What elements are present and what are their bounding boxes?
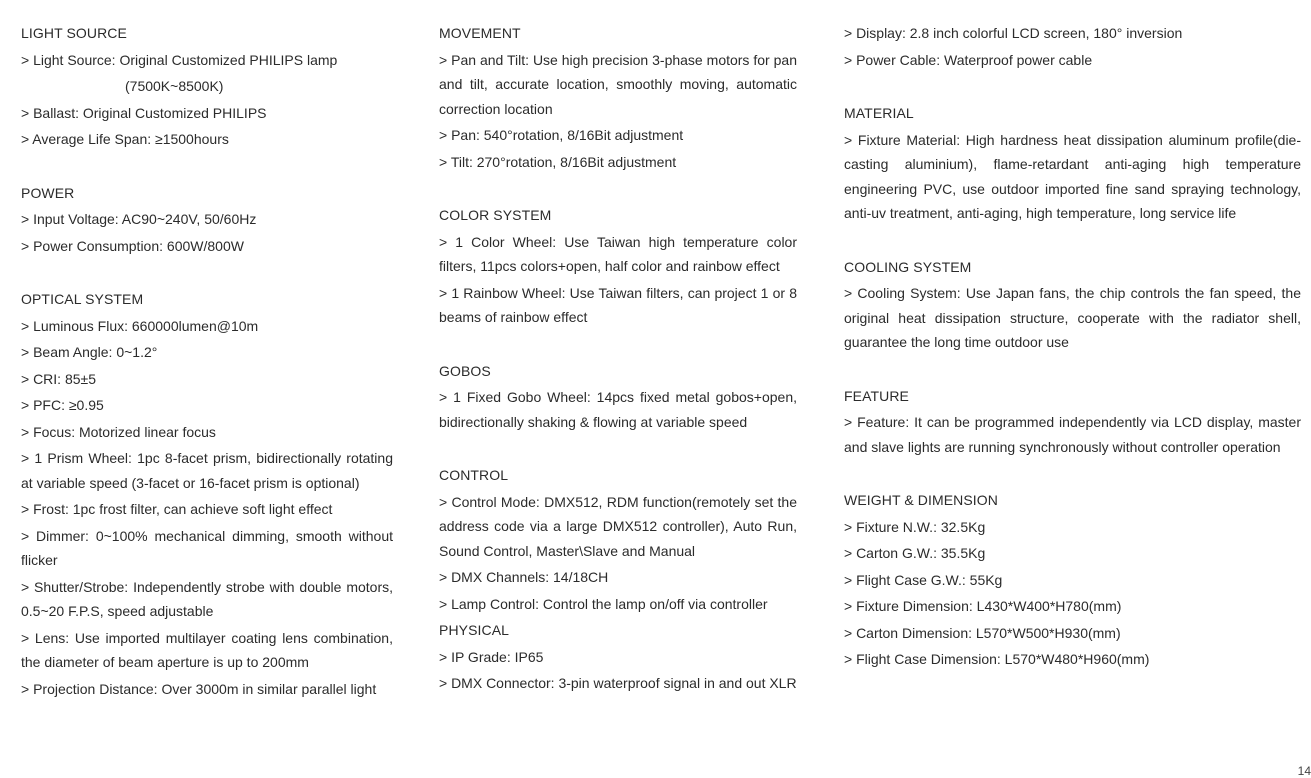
spec-item: > Ballast: Original Customized PHILIPS <box>21 104 267 121</box>
section-light-source <box>21 21 393 152</box>
spec-item-continuation: (7500K~8500K) <box>125 78 224 94</box>
spec-item: > Carton Dimension: L570*W500*H930(mm) <box>844 624 1121 641</box>
spec-item: > Tilt: 270°rotation, 8/16Bit adjustment <box>439 153 677 170</box>
section-heading: MOVEMENT <box>439 25 521 41</box>
column-middle <box>439 21 797 698</box>
spec-item: > Control Mode: DMX512, RDM function(remotely set the address code via a large DMX512 controller), Auto Run, Sound Control, Master\Slave and Manual <box>439 493 797 559</box>
spec-item: > Fixture Material: High hardness heat dissipation aluminum profile(die-casting aluminium), flame-retardant anti-aging high temperature engineering PVC, use outdoor imported fine sand spraying technology, anti-uv treatment, anti-aging, high temperature, long service life <box>844 131 1301 221</box>
section-heading: CONTROL <box>439 467 509 483</box>
spec-item: > Fixture N.W.: 32.5Kg <box>844 518 986 535</box>
spec-item: > Cooling System: Use Japan fans, the chip controls the fan speed, the original heat dissipation structure, cooperate with the radiator shell, guarantee the long time outdoor use <box>844 285 1301 350</box>
section-optical-system <box>21 287 393 701</box>
section-heading: LIGHT SOURCE <box>21 25 127 41</box>
section-heading: PHYSICAL <box>439 622 510 638</box>
spec-item: > 1 Prism Wheel: 1pc 8-facet prism, bidirectionally rotating at variable speed (3-facet or 16-facet prism is optional) <box>21 450 393 491</box>
section-feature <box>844 384 1301 460</box>
section-heading: MATERIAL <box>844 105 914 121</box>
spec-item: > DMX Channels: 14/18CH <box>439 569 609 585</box>
section-heading: POWER <box>21 184 75 201</box>
spec-item: > DMX Connector: 3-pin waterproof signal in and out XLR <box>439 675 797 691</box>
section-cooling-system <box>844 255 1301 355</box>
spec-item: > Flight Case G.W.: 55Kg <box>844 571 1003 588</box>
spec-item: > Input Voltage: AC90~240V, 50/60Hz <box>21 211 257 227</box>
section-heading: COLOR SYSTEM <box>439 207 552 223</box>
spec-item: > Power Consumption: 600W/800W <box>21 237 244 254</box>
spec-item: > Pan: 540°rotation, 8/16Bit adjustment <box>439 127 684 143</box>
spec-item: > PFC: ≥0.95 <box>21 397 104 413</box>
spec-item: > 1 Rainbow Wheel: Use Taiwan filters, can project 1 or 8 beams of rainbow effect <box>439 284 797 325</box>
spec-item: > CRI: 85±5 <box>21 370 96 387</box>
section-color-system <box>439 203 797 330</box>
section-weight-dimension <box>844 488 1301 672</box>
spec-item: > 1 Fixed Gobo Wheel: 14pcs fixed metal gobos+open, bidirectionally shaking & flowing at variable speed <box>439 389 797 430</box>
section-heading: FEATURE <box>844 387 909 404</box>
spec-item: > Light Source: Original Customized PHILIPS lamp <box>21 51 338 68</box>
spec-item: > Feature: It can be programmed independently via LCD display, master and slave lights are running synchronously without controller operation <box>844 414 1301 455</box>
spec-item: > Beam Angle: 0~1.2° <box>21 344 158 360</box>
spec-item: > Fixture Dimension: L430*W400*H780(mm) <box>844 598 1122 614</box>
spec-item: > Luminous Flux: 660000lumen@10m <box>21 317 259 334</box>
section-heading: OPTICAL SYSTEM <box>21 291 144 307</box>
column-right <box>844 21 1301 674</box>
section-physical <box>439 618 797 696</box>
spec-item: > Pan and Tilt: Use high precision 3-phase motors for pan and tilt, accurate location, smoothly moving, automatic correction location <box>439 51 797 117</box>
spec-item: > Carton G.W.: 35.5Kg <box>844 545 986 561</box>
spec-item: > Lens: Use imported multilayer coating lens combination, the diameter of beam aperture is up to 200mm <box>21 629 393 670</box>
section-movement <box>439 21 797 174</box>
page-number: 14 <box>1297 764 1311 778</box>
column-left <box>21 21 393 703</box>
spec-item: > Frost: 1pc frost filter, can achieve soft light effect <box>21 501 333 517</box>
section-heading: WEIGHT & DIMENSION <box>844 492 998 508</box>
spec-item: > Projection Distance: Over 3000m in similar parallel light <box>21 680 377 697</box>
section-power <box>21 181 393 259</box>
spec-item: > Focus: Motorized linear focus <box>21 423 216 440</box>
section-heading: GOBOS <box>439 362 491 379</box>
spec-item: > IP Grade: IP65 <box>439 648 544 665</box>
section-heading: COOLING SYSTEM <box>844 258 972 275</box>
spec-item: > Power Cable: Waterproof power cable <box>844 51 1093 68</box>
spec-item: > Lamp Control: Control the lamp on/off via controller <box>439 595 768 612</box>
spec-item: > 1 Color Wheel: Use Taiwan high temperature color filters, 11pcs colors+open, half color and rainbow effect <box>439 233 797 274</box>
section-material <box>844 101 1301 226</box>
section-gobos <box>439 359 797 435</box>
section-physical-continued <box>844 21 1301 72</box>
spec-item: > Flight Case Dimension: L570*W480*H960(mm) <box>844 651 1150 667</box>
spec-item: > Dimmer: 0~100% mechanical dimming, smooth without flicker <box>21 527 393 568</box>
spec-item: > Shutter/Strobe: Independently strobe with double motors, 0.5~20 F.P.S, speed adjustable <box>21 578 393 619</box>
section-control <box>439 463 797 616</box>
spec-item: > Average Life Span: ≥1500hours <box>21 131 229 147</box>
spec-item: > Display: 2.8 inch colorful LCD screen, 180° inversion <box>844 25 1183 41</box>
